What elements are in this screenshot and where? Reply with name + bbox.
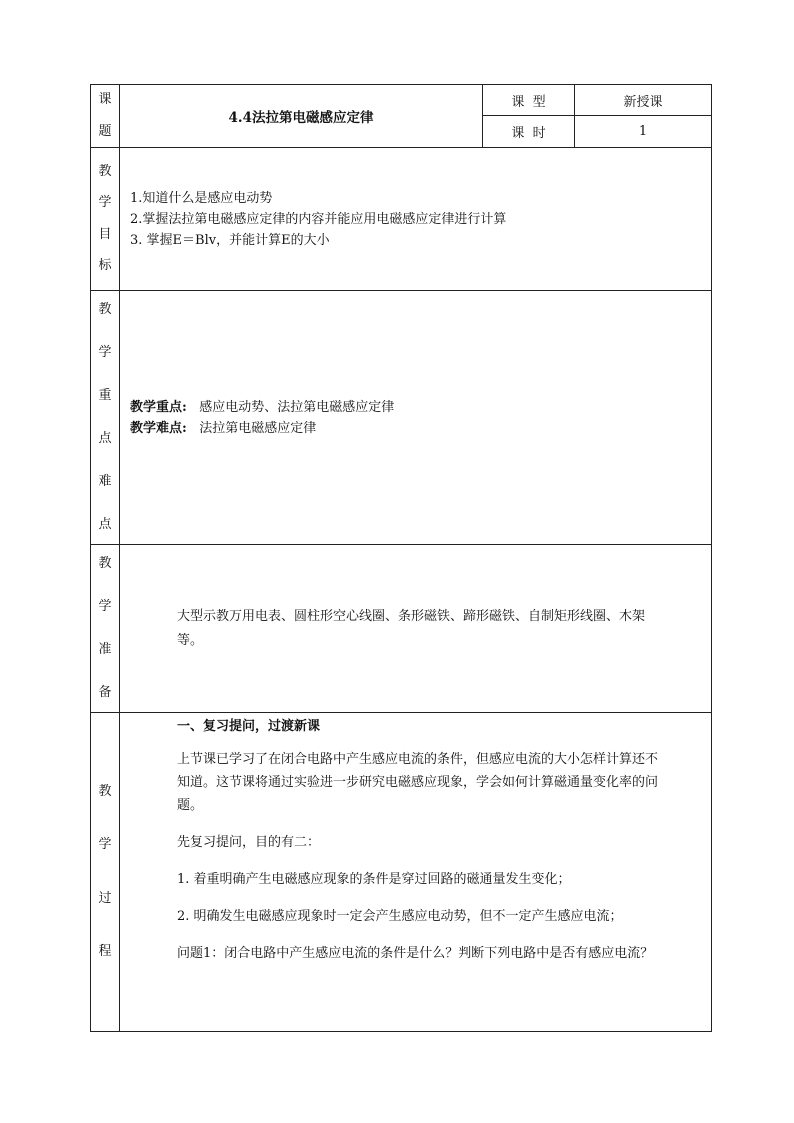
type-label: 课 型 — [483, 85, 575, 116]
preparation-label-char-1: 教 — [98, 555, 112, 571]
objective-item: 3. 掌握E＝Blv，并能计算E的大小 — [130, 232, 330, 248]
topic-label-char-2: 题 — [98, 124, 112, 139]
key-points-row — [91, 291, 712, 545]
key-points-content — [120, 291, 712, 545]
focus-text: 感应电动势、法拉第电磁感应定律 — [199, 399, 395, 415]
objective-item: 1.知道什么是感应电动势 — [130, 190, 273, 206]
header-row-type — [91, 85, 712, 116]
key-points-label-cell — [91, 291, 120, 545]
objectives-label-char-3: 目 — [98, 226, 112, 242]
key-points-label-char-4: 点 — [98, 431, 112, 447]
objectives-label-char-1: 教 — [98, 164, 112, 179]
preparation-row — [91, 545, 712, 713]
preparation-label-char-2: 学 — [98, 598, 112, 614]
objectives-label-char-2: 学 — [98, 195, 112, 211]
key-points-label-char-1: 教 — [98, 301, 112, 317]
topic-label-cell — [91, 85, 120, 148]
objectives-label-char-4: 标 — [98, 257, 112, 273]
key-points-label-char-6: 点 — [98, 517, 112, 533]
difficulty-label: 教学难点: — [130, 420, 187, 436]
process-label-char-3: 过 — [98, 890, 112, 906]
preparation-content: 大型示教万用电表、圆柱形空心线圈、条形磁铁、蹄形磁铁、自制矩形线圈、木架等。 — [120, 545, 712, 713]
process-paragraph: 2. 明确发生电磁感应现象时一定会产生感应电动势，但不一定产生感应电流； — [177, 909, 623, 924]
objectives-label-cell — [91, 148, 120, 291]
process-label-char-1: 教 — [98, 784, 112, 799]
focus-line — [130, 397, 711, 418]
hours-value: 1 — [575, 116, 712, 148]
preparation-label-char-3: 准 — [98, 642, 112, 658]
process-paragraph: 上节课已学习了在闭合电路中产生感应电流的条件，但感应电流的大小怎样计算还不知道。这节课将通过实验进一步研究电磁感应现象，学会如何计算磁通量变化率的问题。 — [177, 752, 659, 813]
key-points-label-char-5: 难 — [98, 474, 112, 490]
difficulty-text: 法拉第电磁感应定律 — [199, 420, 317, 436]
process-heading: 一、复习提问，过渡新课 — [177, 719, 321, 734]
hours-label: 课 时 — [483, 116, 575, 148]
process-label-char-2: 学 — [98, 837, 112, 853]
difficulty-line — [130, 418, 711, 439]
process-row — [91, 713, 712, 1032]
preparation-label-char-4: 备 — [98, 685, 112, 701]
process-label-char-4: 程 — [98, 943, 112, 959]
process-label-cell — [91, 713, 120, 1032]
preparation-label-cell — [91, 545, 120, 713]
process-paragraph: 问题1：闭合电路中产生感应电流的条件是什么？判断下列电路中是否有感应电流？ — [177, 946, 654, 961]
objectives-content — [120, 148, 712, 291]
process-content — [120, 713, 712, 1032]
lesson-title: 4.4法拉第电磁感应定律 — [120, 85, 483, 148]
objective-item: 2.掌握法拉第电磁感应定律的内容并能应用电磁感应定律进行计算 — [130, 211, 507, 227]
key-points-label-char-2: 学 — [98, 344, 112, 360]
focus-label: 教学重点: — [130, 399, 187, 415]
type-value: 新授课 — [575, 85, 712, 116]
topic-label-char-1: 课 — [98, 92, 112, 107]
lesson-plan-table — [90, 84, 712, 1032]
objectives-row — [91, 148, 712, 291]
key-points-label-char-3: 重 — [98, 387, 112, 403]
process-paragraph: 先复习提问，目的有二： — [177, 835, 321, 850]
process-paragraph: 1. 着重明确产生电磁感应现象的条件是穿过回路的磁通量发生变化； — [177, 872, 571, 887]
